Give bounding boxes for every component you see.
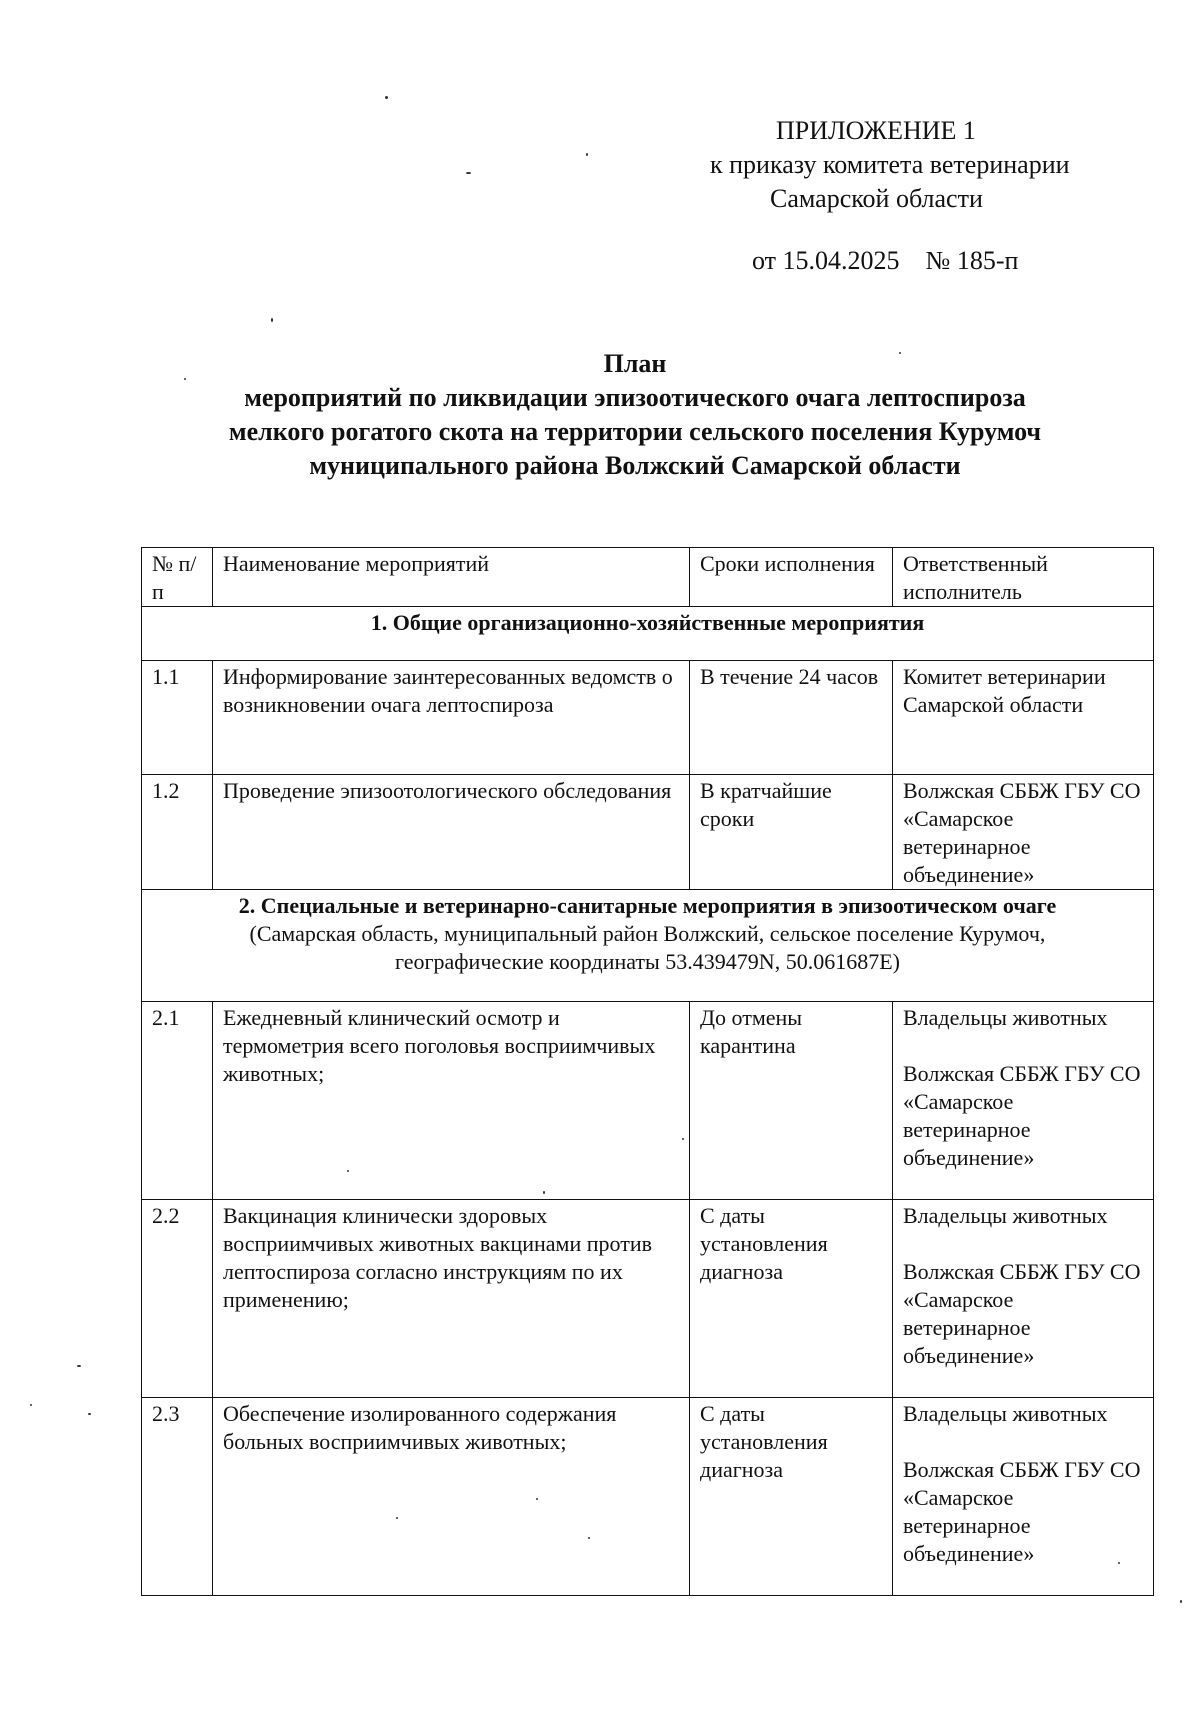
table-row [142,1200,1154,1398]
plan-title-line-1: мероприятий по ликвидации эпизоотического очага лептоспироза [244,383,1026,412]
scan-speck [543,1191,545,1194]
row-name: Информирование заинтересованных ведомств о возникновении очага лептоспироза [213,661,690,775]
responsible-owners: Владельцы животных [903,1401,1108,1426]
row-name: Обеспечение изолированного содержания больных восприимчивых животных; [213,1398,690,1596]
row-num: 2.2 [142,1200,213,1398]
section-1-row [142,607,1154,661]
scan-speck [1180,1600,1182,1603]
responsible-owners: Владельцы животных [903,1005,1108,1030]
scan-speck [396,1517,398,1519]
row-name: Ежедневный клинический осмотр и термометрия всего поголовья восприимчивых животных; [213,1002,690,1200]
responsible-org: Комитет ветеринарии Самарской области [903,664,1106,717]
annex-number: № 185-п [925,246,1019,275]
responsible-org: Волжская СББЖ ГБУ СО «Самарское ветеринарное объединение» [903,778,1141,887]
scan-speck [536,1498,538,1500]
scan-speck [347,1170,349,1172]
row-num: 2.3 [142,1398,213,1596]
scan-speck [1118,1562,1120,1564]
scan-speck [899,352,901,354]
scan-speck [184,378,186,380]
section-1-title: 1. Общие организационно-хозяйственные мероприятия [370,610,925,635]
row-name: Проведение эпизоотологического обследования [213,775,690,890]
table-row [142,661,1154,775]
section-2-title: 2. Специальные и ветеринарно-санитарные мероприятия в эпизоотическом очаге [238,893,1057,918]
row-responsible [893,1002,1154,1200]
scan-speck [466,172,471,174]
section-2-row [142,890,1154,1002]
row-name: Вакцинация клинически здоровых восприимчивых животных вакцинами против лептоспироза согласно инструкциям по их применению; [213,1200,690,1398]
row-responsible [893,1200,1154,1398]
plan-title [120,347,1150,483]
scan-speck [271,318,273,322]
plan-title-line-2: мелкого рогатого скота на территории сельского поселения Курумоч [228,417,1042,446]
row-num: 2.1 [142,1002,213,1200]
responsible-org: Волжская СББЖ ГБУ СО «Самарское ветеринарное объединение» [903,1457,1141,1566]
header-name: Наименование мероприятий [213,548,690,607]
plan-heading: План [603,349,667,378]
row-responsible [893,775,1154,890]
section-2-subtitle: (Самарская область, муниципальный район Волжский, сельское поселение Курумоч, географические координаты 53.439479N, 50.061687E) [249,921,1046,974]
table-row [142,1002,1154,1200]
annex-date: от 15.04.2025 [752,246,900,275]
scan-speck [385,96,388,99]
responsible-owners: Владельцы животных [903,1203,1108,1228]
table-row [142,775,1154,890]
annex-order-line: к приказу комитета ветеринарии [710,150,1070,179]
header-terms: Сроки исполнения [690,548,893,607]
row-terms: В кратчайшие сроки [690,775,893,890]
row-responsible [893,661,1154,775]
scan-speck [682,1138,684,1140]
row-terms: До отмены карантина [690,1002,893,1200]
scan-speck [586,153,588,156]
row-terms: С даты установления диагноза [690,1200,893,1398]
scan-speck [88,1413,91,1415]
responsible-org: Волжская СББЖ ГБУ СО «Самарское ветеринарное объединение» [903,1259,1141,1368]
header-responsible: Ответственный исполнитель [893,548,1154,607]
scan-speck [588,1537,590,1539]
annex-title: ПРИЛОЖЕНИЕ 1 [776,116,976,145]
row-responsible [893,1398,1154,1596]
row-num: 1.1 [142,661,213,775]
row-terms: С даты установления диагноза [690,1398,893,1596]
row-terms: В течение 24 часов [690,661,893,775]
table-row [142,1398,1154,1596]
header-num: № п/п [142,548,213,607]
table-header-row [142,548,1154,607]
row-num: 1.2 [142,775,213,890]
annex-region-line: Самарской области [770,184,983,213]
scan-speck [77,1365,81,1367]
annex-block [700,114,1150,278]
scan-speck [30,1404,32,1406]
plan-title-line-3: муниципального района Волжский Самарской области [309,451,961,480]
responsible-org: Волжская СББЖ ГБУ СО «Самарское ветеринарное объединение» [903,1061,1141,1170]
plan-table [141,547,1154,1596]
annex-date-line [700,244,1150,278]
